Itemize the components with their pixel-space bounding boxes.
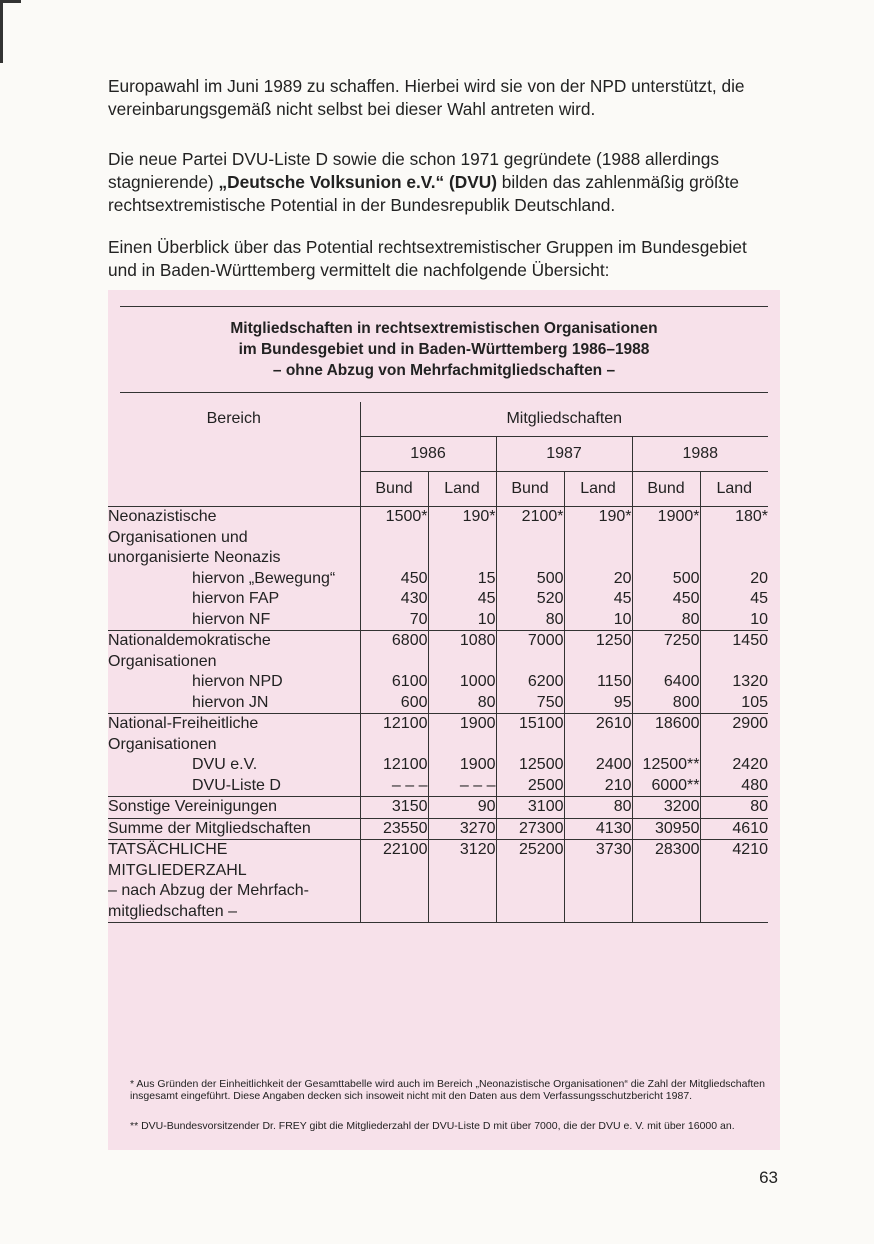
row-label [108, 507, 360, 631]
value-cell: 4210 [700, 840, 768, 923]
value-cell: 12100 12100 – – – [360, 714, 428, 797]
value-cell: 190* 20 45 10 [564, 507, 632, 631]
value-cell: 7000 6200 750 [496, 631, 564, 714]
value-cell: 3150 [360, 797, 428, 819]
row-label [108, 631, 360, 714]
header-bund-1987: Bund [496, 472, 564, 507]
row-label: Sonstige Vereinigungen [108, 798, 278, 815]
membership-table [108, 402, 768, 923]
table-title-line-1: Mitgliedschaften in rechtsextremistischen Organisationen [230, 320, 658, 337]
value-cell: 4130 [564, 818, 632, 840]
value-cell: 18600 12500** 6000** [632, 714, 700, 797]
value-cell: 23550 [360, 818, 428, 840]
sub-label: hiervon NPD [192, 673, 283, 690]
value-cell: 22100 [360, 840, 428, 923]
value-cell: 30950 [632, 818, 700, 840]
header-mitgliedschaften: Mitgliedschaften [360, 402, 768, 437]
value-cell: 15100 12500 2500 [496, 714, 564, 797]
scan-corner-mark [0, 0, 21, 63]
header-year-1988: 1988 [632, 437, 768, 472]
label-line: TATSÄCHLICHE [108, 841, 228, 858]
value-cell: 1450 1320 105 [700, 631, 768, 714]
value-cell: 190* 15 45 10 [428, 507, 496, 631]
value-cell: 3730 [564, 840, 632, 923]
row-label [108, 714, 360, 797]
value-cell: 1250 1150 95 [564, 631, 632, 714]
value-cell: 7250 6400 800 [632, 631, 700, 714]
label-line: – nach Abzug der Mehrfach- [108, 882, 310, 899]
label-line: Neonazistische [108, 508, 217, 525]
label-line: Nationaldemokratische [108, 632, 271, 649]
header-year-1986: 1986 [360, 437, 496, 472]
value-cell: 1900* 500 450 80 [632, 507, 700, 631]
value-cell: 3120 [428, 840, 496, 923]
sub-label: hiervon JN [192, 693, 269, 711]
footnote-2: ** DVU-Bundesvorsitzender Dr. FREY gibt die Mitgliederzahl der DVU-Liste D mit über 7000, die der DVU e. V. mit über 16000 an. [130, 1120, 735, 1132]
value-cell: 27300 [496, 818, 564, 840]
value-cell: 2610 2400 210 [564, 714, 632, 797]
table-panel [108, 290, 780, 1150]
table-row-nationaldemokratisch [108, 631, 768, 714]
table-title [108, 318, 780, 381]
label-line: unorganisierte Neonazis [108, 549, 281, 566]
sub-label: hiervon NF [192, 610, 271, 628]
label-line: Organisationen [108, 652, 217, 670]
value-cell: 1500* 450 430 70 [360, 507, 428, 631]
table-row-summe [108, 818, 768, 840]
paragraph-dvu-part-b: bilden das zahlenmäßig größte rechtsextremistische Potential in der Bundesrepublik Deutschland. [108, 172, 740, 215]
value-cell: 90 [428, 797, 496, 819]
sub-label: DVU-Liste D [192, 776, 281, 794]
value-cell: 80 [700, 797, 768, 819]
page-number: 63 [759, 1168, 778, 1187]
label-line: Organisationen [108, 735, 217, 753]
footnote-1: * Aus Gründen der Einheitlichkeit der Gesamttabelle wird auch im Bereich „Neonazistische Organisationen“ die Zahl der Mitgliedschaften insgesamt eingeführt. Diese Angaben decken sich insoweit nicht mit den Daten aus dem Verfassungsschutzbericht 1987. [130, 1078, 765, 1102]
label-line: MITGLIEDERZAHL [108, 861, 247, 879]
value-cell: 4610 [700, 818, 768, 840]
paragraph-europawahl: Europawahl im Juni 1989 zu schaffen. Hierbei wird sie von der NPD unterstützt, die vereinbarungsgemäß nicht selbst bei dieser Wahl antreten wird. [108, 76, 745, 119]
table-top-rule [120, 306, 768, 307]
header-land-1988: Land [700, 472, 768, 507]
row-label: Summe der Mitgliedschaften [108, 819, 311, 837]
paragraph-dvu-bold: „Deutsche Volksunion e.V.“ (DVU) [218, 172, 497, 192]
table-row-national-freiheitlich [108, 714, 768, 797]
header-bund-1986: Bund [360, 472, 428, 507]
value-cell: 2100* 500 520 80 [496, 507, 564, 631]
value-cell: 1080 1000 80 [428, 631, 496, 714]
table-row-neonazistisch [108, 507, 768, 631]
header-year-1987: 1987 [496, 437, 632, 472]
value-cell: 28300 [632, 840, 700, 923]
value-cell: 3270 [428, 818, 496, 840]
value-cell: 3100 [496, 797, 564, 819]
sub-label: hiervon „Bewegung“ [192, 569, 336, 587]
row-label [108, 840, 360, 923]
header-land-1987: Land [564, 472, 632, 507]
table-title-line-2: im Bundesgebiet und in Baden-Württemberg 1986–1988 [238, 341, 650, 358]
sub-label: DVU e.V. [192, 756, 258, 773]
value-cell: 180* 20 45 10 [700, 507, 768, 631]
label-line: Organisationen und [108, 528, 248, 546]
value-cell: 3200 [632, 797, 700, 819]
paragraph-overview: Einen Überblick über das Potential rechtsextremistischer Gruppen im Bundesgebiet und in Baden-Württemberg vermittelt die nachfolgende Übersicht: [108, 237, 747, 280]
value-cell: 2900 2420 480 [700, 714, 768, 797]
paragraph-dvu-part-a: Die neue Partei DVU-Liste D sowie die schon 1971 gegründete (1988 allerdings stagnierende) [108, 149, 719, 192]
table-title-rule [120, 392, 768, 393]
table-title-line-3: – ohne Abzug von Mehrfachmitgliedschaften – [272, 362, 616, 379]
header-bereich: Bereich [108, 402, 360, 507]
value-cell: 1900 1900 – – – [428, 714, 496, 797]
value-cell: 6800 6100 600 [360, 631, 428, 714]
value-cell: 25200 [496, 840, 564, 923]
paragraph-dvu [108, 148, 780, 217]
table-row-tatsaechlich [108, 840, 768, 923]
header-land-1986: Land [428, 472, 496, 507]
header-bund-1988: Bund [632, 472, 700, 507]
sub-label: hiervon FAP [192, 590, 280, 607]
value-cell: 80 [564, 797, 632, 819]
table-row-sonstige [108, 797, 768, 819]
label-line: mitgliedschaften – [108, 902, 237, 920]
label-line: National-Freiheitliche [108, 715, 259, 732]
